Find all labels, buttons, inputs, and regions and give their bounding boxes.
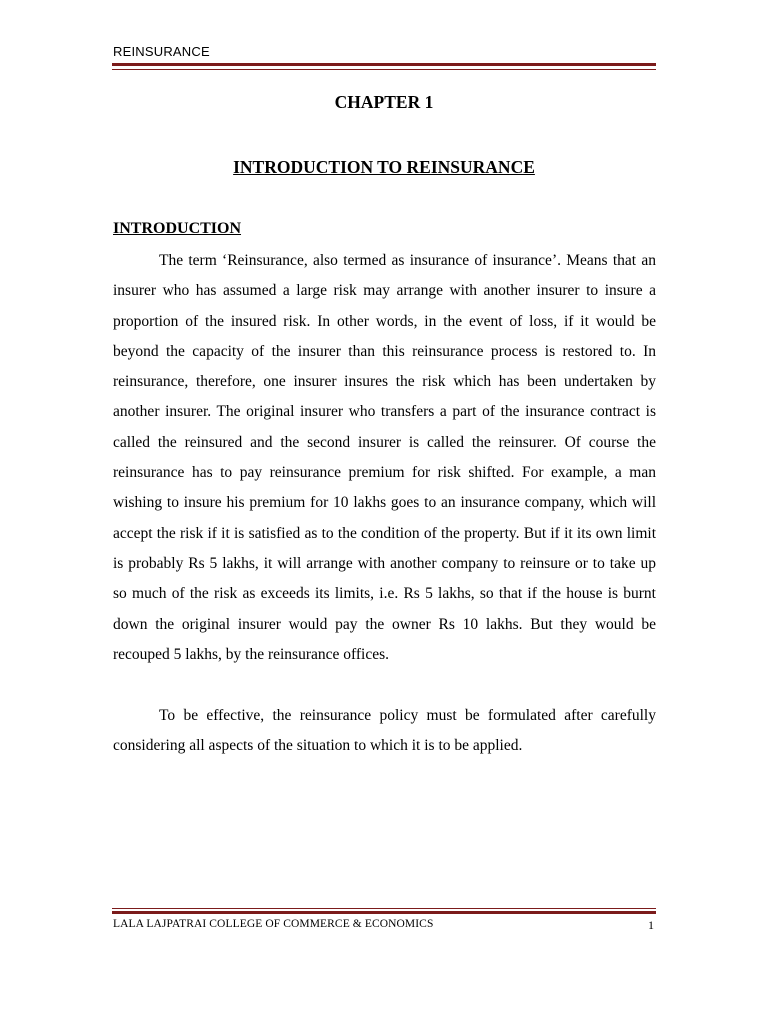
running-header: REINSURANCE (113, 44, 210, 59)
footer-institution: LALA LAJPATRAI COLLEGE OF COMMERCE & ECONOMICS (113, 918, 434, 930)
section-heading: INTRODUCTION (113, 220, 242, 237)
body-paragraph-2: To be effective, the reinsurance policy must be formulated after carefully considering all aspects of the situation to which it is to be applied. (113, 707, 656, 755)
footer-rule-thin (112, 908, 656, 909)
chapter-label: CHAPTER 1 (334, 92, 434, 112)
chapter-title: INTRODUCTION TO REINSURANCE (233, 157, 535, 177)
footer-rule-thick (112, 911, 656, 914)
header-rule-thick (112, 63, 656, 66)
body-paragraph-1: The term ‘Reinsurance, also termed as insurance of insurance’. Means that an insurer who has assumed a large risk may arrange with another insurer to insure a proportion of the insured risk. In other words, in the event of loss, if it would be beyond the capacity of the insurer than this reinsurance process is restored to. In reinsurance, therefore, one insurer insures the risk which has been undertaken by another insurer. The original insurer who transfers a part of the insurance contract is called the reinsured and the second insurer is called the reinsurer. Of course the reinsurance has to pay reinsurance premium for risk shifted. For example, a man wishing to insure his premium for 10 lakhs goes to an insurance company, which will accept the risk if it is satisfied as to the condition of the property. But if it its own limit is probably Rs 5 lakhs, it will arrange with another company to reinsure or to take up so much of the risk as exceeds its limits, i.e. Rs 5 lakhs, so that if the house is burnt down the original insurer would pay the owner Rs 10 lakhs. But they would be recouped 5 lakhs, by the reinsurance offices. (113, 252, 656, 663)
page-number: 1 (648, 918, 654, 932)
header-rule-thin (112, 69, 656, 70)
